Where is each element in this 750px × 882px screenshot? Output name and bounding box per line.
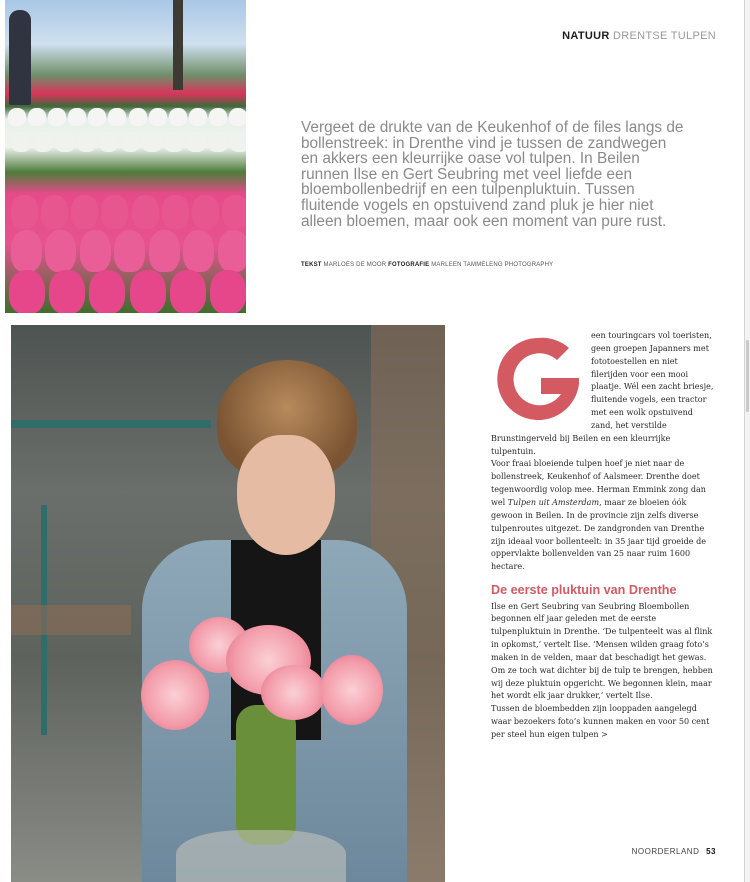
paragraph-3: Ilse en Gert Seubring van Seubring Bloembollen begonnen elf jaar geleden met de eerste tulpenpluktuin in Drenthe. ‘De tulpenteelt was al flink in opkomst,’ vertelt Ilse. ‘Mensen wilden graag foto’s maken in de velden, maar dat beschadigt het gewas. Om ze toch wat dichter bij de tulp te brengen, hebben wij deze pluktuin opgericht. We begonnen klein, maar het wordt elk jaar drukker,’ vertelt Ilse. bbox=[491, 601, 713, 701]
subheading: De eerste pluktuin van Drenthe bbox=[491, 583, 677, 598]
paragraph-1: een touringcars vol toeristen, geen groepen Japanners met fototoestellen en niet filerijden voor een mooi plaatje. Wél een zacht briesje, fluitende vogels, een tractor met een wolk opstuivend zand, het verstilde Brunstingerveld bij Beilen en een kleurrijke tulpentuin. bbox=[491, 331, 714, 456]
section-label: NATUUR bbox=[562, 30, 610, 42]
magazine-name: NOORDERLAND bbox=[631, 847, 700, 856]
paragraph-2: Voor fraai bloeiende tulpen hoef je niet naar de bollenstreek, Keukenhof of Aalsmeer. Drenthe doet tegenwoordig volop mee. Herman Emmink zong dan wel Tulpen uit Amsterdam, maar ze bloeien óók gewoon in Beilen. In de provincie zijn zelfs diverse tulpenroutes uitgezet. De zandgronden van Drenthe zijn ideaal voor bollenteelt: in 35 jaar tijd groeide de oppervlakte bollenvelden van 25 naar ruim 1600 hectare. bbox=[491, 459, 707, 572]
credits-line bbox=[301, 262, 553, 268]
drop-cap-g-icon bbox=[491, 332, 585, 426]
credits-text-label: TEKST bbox=[301, 262, 322, 268]
page-footer bbox=[632, 847, 716, 856]
paragraph-4: Tussen de bloembedden zijn looppaden aangelegd waar bezoekers foto’s kunnen maken en voor 50 cent per steel hun eigen tulpen > bbox=[491, 704, 710, 739]
scrollbar[interactable] bbox=[746, 340, 749, 412]
drop-cap-letter bbox=[491, 332, 585, 426]
song-title: Tulpen uit Amsterdam bbox=[507, 497, 600, 507]
credits-text-author: MARLOES DE MOOR bbox=[323, 262, 387, 268]
subsection-label: DRENTSE TULPEN bbox=[612, 30, 716, 42]
intro-paragraph: Vergeet de drukte van de Keukenhof of de files langs de bollenstreek: in Drenthe vind je tussen de zandwegen en akkers een kleurrijke oase vol tulpen. In Beilen runnen Ilse en Gert Seubring met veel liefde een bloembollenbedrijf en een tulpenpluktuin. Tussen fluitende vogels en opstuivend zand pluk je hier niet alleen bloemen, maar ook een moment van pure rust. bbox=[301, 119, 684, 230]
credits-photo-author: MARLEEN TAMMELENG PHOTOGRAPHY bbox=[431, 262, 554, 268]
section-tag bbox=[562, 30, 716, 42]
page-number: 53 bbox=[706, 847, 716, 856]
tulip-field-photo bbox=[5, 0, 246, 313]
article-body bbox=[491, 330, 715, 742]
portrait-photo bbox=[11, 325, 445, 882]
credits-photo-label: FOTOGRAFIE bbox=[388, 262, 430, 268]
